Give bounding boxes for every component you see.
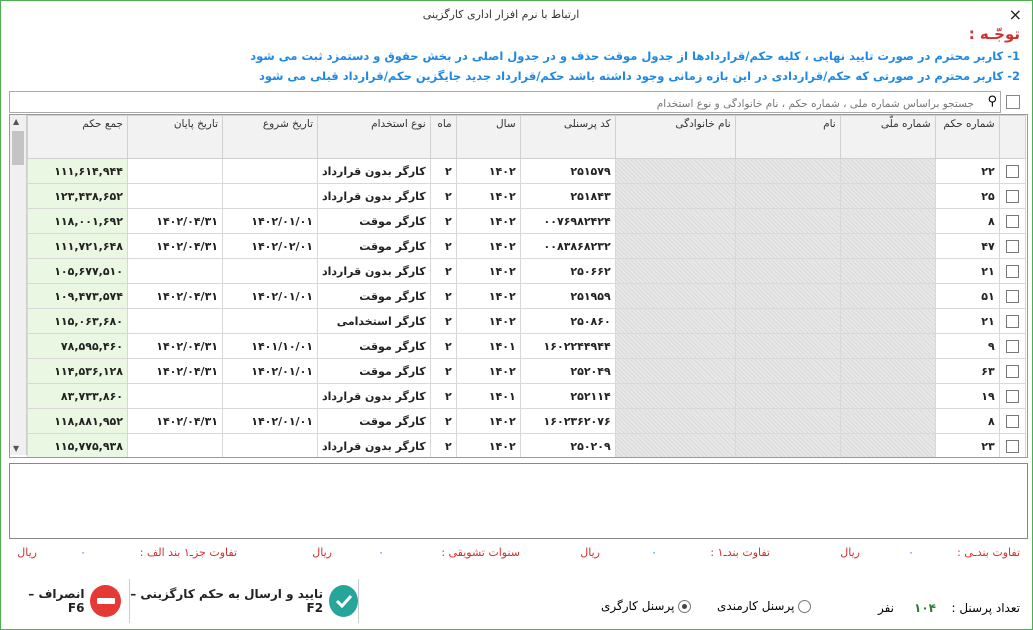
cell-year[interactable]: ۱۴۰۲ bbox=[456, 159, 520, 184]
cell-select bbox=[999, 284, 1025, 309]
cell-national-id[interactable] bbox=[840, 384, 935, 409]
cell-sum[interactable]: ۷۸,۵۹۵,۴۶۰ bbox=[28, 334, 128, 359]
cell-select bbox=[999, 409, 1025, 434]
cell-end-date[interactable] bbox=[128, 159, 223, 184]
col-personnel-code[interactable]: کد پرسنلی bbox=[520, 116, 615, 159]
table-row[interactable] bbox=[28, 159, 1026, 184]
cell-personnel-code[interactable]: ۱۶۰۲۳۶۲۰۷۶ bbox=[520, 409, 615, 434]
table-row[interactable] bbox=[28, 409, 1026, 434]
cell-name[interactable] bbox=[735, 284, 840, 309]
cell-name[interactable] bbox=[735, 359, 840, 384]
cell-sum[interactable]: ۱۰۵,۶۷۷,۵۱۰ bbox=[28, 259, 128, 284]
cell-start-date[interactable]: ۱۴۰۲/۰۱/۰۱ bbox=[223, 209, 318, 234]
records-grid bbox=[9, 114, 1028, 458]
row-checkbox[interactable] bbox=[1006, 390, 1019, 403]
diff-partial-value: ۰ bbox=[80, 546, 86, 559]
cell-family-name[interactable] bbox=[615, 359, 735, 384]
cell-start-date[interactable]: ۱۴۰۲/۰۱/۰۱ bbox=[223, 359, 318, 384]
cell-name[interactable] bbox=[735, 434, 840, 459]
cell-personnel-code[interactable]: ۲۵۱۵۷۹ bbox=[520, 159, 615, 184]
cell-start-date[interactable]: ۱۴۰۲/۰۱/۰۱ bbox=[223, 284, 318, 309]
cell-name[interactable] bbox=[735, 334, 840, 359]
notice-line-2: 2- کاربر محترم در صورتی که حکم/قراردادی در این بازه زمانی وجود داشته باشد حکم/قرارداد جدید جایگزین حکم/قرارداد قبلی می شود bbox=[258, 69, 1020, 83]
cell-employment-type[interactable]: کارگر بدون قرارداد bbox=[318, 184, 431, 209]
cell-year[interactable]: ۱۴۰۲ bbox=[456, 409, 520, 434]
notice-line-1: 1- کاربر محترم در صورت تایید نهایی ، کلیه حکم/قراردادها از جدول موقت حذف و در جدول اصلی در بخش حقوق و دستمزد ثبت می شود bbox=[250, 49, 1020, 63]
cell-national-id[interactable] bbox=[840, 284, 935, 309]
cell-employment-type[interactable]: کارگر موقت bbox=[318, 359, 431, 384]
cell-select bbox=[999, 209, 1025, 234]
cell-family-name[interactable] bbox=[615, 234, 735, 259]
cell-employment-type[interactable]: کارگر موقت bbox=[318, 234, 431, 259]
cell-year[interactable]: ۱۴۰۲ bbox=[456, 234, 520, 259]
diff-band-s-currency: ریال bbox=[840, 546, 860, 559]
cell-month[interactable]: ۲ bbox=[430, 359, 456, 384]
cell-name[interactable] bbox=[735, 159, 840, 184]
cell-employment-type[interactable]: کارگر موقت bbox=[318, 334, 431, 359]
cell-family-name[interactable] bbox=[615, 209, 735, 234]
row-checkbox[interactable] bbox=[1006, 415, 1019, 428]
cell-sum[interactable]: ۱۱۱,۷۲۱,۶۴۸ bbox=[28, 234, 128, 259]
cell-personnel-code[interactable]: ۰۰۸۳۸۶۸۲۳۲ bbox=[520, 234, 615, 259]
cell-year[interactable]: ۱۴۰۱ bbox=[456, 334, 520, 359]
cell-employment-type[interactable]: کارگر استخدامی bbox=[318, 309, 431, 334]
cell-sum[interactable]: ۱۱۱,۶۱۴,۹۴۴ bbox=[28, 159, 128, 184]
table-row[interactable] bbox=[28, 234, 1026, 259]
confirm-send-button[interactable] bbox=[129, 579, 359, 623]
cell-national-id[interactable] bbox=[840, 209, 935, 234]
col-national-id[interactable]: شماره ملّی bbox=[840, 116, 935, 159]
table-row[interactable] bbox=[28, 334, 1026, 359]
cell-start-date[interactable]: ۱۴۰۱/۱۰/۰۱ bbox=[223, 334, 318, 359]
diff-band-s-value: ۰ bbox=[908, 546, 914, 559]
cell-family-name[interactable] bbox=[615, 334, 735, 359]
diff-band-s-label: تفاوت بندـی : bbox=[957, 546, 1020, 559]
col-select bbox=[999, 116, 1025, 159]
personnel-count-unit: نفر bbox=[877, 601, 894, 615]
cell-employment-type[interactable]: کارگر موقت bbox=[318, 209, 431, 234]
cell-select bbox=[999, 359, 1025, 384]
col-start-date[interactable]: تاریخ شروع bbox=[223, 116, 318, 159]
cell-sum[interactable]: ۱۱۸,۰۰۱,۶۹۲ bbox=[28, 209, 128, 234]
cell-decree-number[interactable]: ۲۱ bbox=[935, 259, 999, 284]
bonus-value: ۰ bbox=[378, 546, 384, 559]
cell-personnel-code[interactable]: ۲۵۱۸۴۳ bbox=[520, 184, 615, 209]
cell-national-id[interactable] bbox=[840, 234, 935, 259]
cell-employment-type[interactable]: کارگر بدون قرارداد bbox=[318, 434, 431, 459]
cell-family-name[interactable] bbox=[615, 434, 735, 459]
cell-end-date[interactable] bbox=[128, 184, 223, 209]
cell-national-id[interactable] bbox=[840, 334, 935, 359]
checkmark-icon bbox=[329, 585, 358, 617]
cell-national-id[interactable] bbox=[840, 359, 935, 384]
cell-year[interactable]: ۱۴۰۲ bbox=[456, 309, 520, 334]
cell-national-id[interactable] bbox=[840, 309, 935, 334]
cell-personnel-code[interactable]: ۱۶۰۲۲۴۴۹۴۴ bbox=[520, 334, 615, 359]
table-row[interactable] bbox=[28, 259, 1026, 284]
cell-start-date[interactable] bbox=[223, 259, 318, 284]
cell-year[interactable]: ۱۴۰۲ bbox=[456, 184, 520, 209]
cell-month[interactable]: ۲ bbox=[430, 309, 456, 334]
cell-select bbox=[999, 259, 1025, 284]
cell-employment-type[interactable]: کارگر بدون قرارداد bbox=[318, 159, 431, 184]
title-bar bbox=[1, 1, 1032, 31]
vertical-scrollbar[interactable] bbox=[10, 115, 27, 455]
cell-select bbox=[999, 334, 1025, 359]
col-employment-type[interactable]: نوع استخدام bbox=[318, 116, 431, 159]
cell-name[interactable] bbox=[735, 384, 840, 409]
cell-personnel-code[interactable]: ۰۰۷۶۹۸۲۴۲۴ bbox=[520, 209, 615, 234]
cell-family-name[interactable] bbox=[615, 184, 735, 209]
cell-select bbox=[999, 309, 1025, 334]
col-month[interactable]: ماه bbox=[430, 116, 456, 159]
table-row[interactable] bbox=[28, 384, 1026, 409]
cell-name[interactable] bbox=[735, 309, 840, 334]
cell-name[interactable] bbox=[735, 259, 840, 284]
cell-national-id[interactable] bbox=[840, 434, 935, 459]
col-decree-number[interactable]: شماره حکم bbox=[935, 116, 999, 159]
cell-personnel-code[interactable]: ۲۵۲۱۱۴ bbox=[520, 384, 615, 409]
radio-employee[interactable] bbox=[717, 599, 811, 613]
cell-family-name[interactable] bbox=[615, 309, 735, 334]
radio-worker-label: پرسنل کارگری bbox=[601, 599, 675, 613]
cell-select bbox=[999, 159, 1025, 184]
row-checkbox[interactable] bbox=[1006, 290, 1019, 303]
cell-personnel-code[interactable]: ۲۵۱۹۵۹ bbox=[520, 284, 615, 309]
cell-end-date[interactable] bbox=[128, 309, 223, 334]
cell-month[interactable]: ۲ bbox=[430, 409, 456, 434]
cell-decree-number[interactable]: ۵۱ bbox=[935, 284, 999, 309]
search-icon: ⚲ bbox=[987, 94, 997, 109]
row-checkbox[interactable] bbox=[1006, 215, 1019, 228]
cell-employment-type[interactable]: کارگر بدون قرارداد bbox=[318, 384, 431, 409]
cell-decree-number[interactable]: ۹ bbox=[935, 334, 999, 359]
cell-name[interactable] bbox=[735, 234, 840, 259]
row-checkbox[interactable] bbox=[1006, 165, 1019, 178]
col-sum[interactable]: جمع حکم bbox=[28, 116, 128, 159]
cell-decree-number[interactable]: ۲۲ bbox=[935, 159, 999, 184]
cell-end-date[interactable]: ۱۴۰۲/۰۴/۳۱ bbox=[128, 209, 223, 234]
window-title: ارتباط با نرم افزار اداری کارگزینی bbox=[422, 8, 580, 21]
cell-sum[interactable]: ۱۱۵,۰۶۳,۶۸۰ bbox=[28, 309, 128, 334]
row-checkbox[interactable] bbox=[1006, 315, 1019, 328]
bonus-currency: ریال bbox=[312, 546, 332, 559]
cell-name[interactable] bbox=[735, 184, 840, 209]
cell-decree-number[interactable]: ۸ bbox=[935, 209, 999, 234]
cell-sum[interactable]: ۱۱۵,۷۷۵,۹۳۸ bbox=[28, 434, 128, 459]
radio-employee-label: پرسنل کارمندی bbox=[717, 599, 795, 613]
cell-personnel-code[interactable]: ۲۵۰۸۶۰ bbox=[520, 309, 615, 334]
cell-start-date[interactable]: ۱۴۰۲/۰۲/۰۱ bbox=[223, 234, 318, 259]
cell-select bbox=[999, 384, 1025, 409]
cell-month[interactable]: ۲ bbox=[430, 159, 456, 184]
scroll-thumb[interactable] bbox=[12, 131, 24, 165]
cell-sum[interactable]: ۱۱۸,۸۸۱,۹۵۲ bbox=[28, 409, 128, 434]
search-input[interactable] bbox=[10, 95, 998, 113]
personnel-count-label: تعداد پرسنل : bbox=[951, 601, 1020, 615]
cell-month[interactable]: ۲ bbox=[430, 384, 456, 409]
cell-decree-number[interactable]: ۸ bbox=[935, 409, 999, 434]
cell-personnel-code[interactable]: ۲۵۲۰۴۹ bbox=[520, 359, 615, 384]
cell-select bbox=[999, 184, 1025, 209]
cell-end-date[interactable]: ۱۴۰۲/۰۴/۳۱ bbox=[128, 409, 223, 434]
search-box bbox=[9, 91, 1001, 113]
diff-partial-currency: ریال bbox=[17, 546, 37, 559]
cell-decree-number[interactable]: ۴۷ bbox=[935, 234, 999, 259]
close-icon[interactable]: × bbox=[1008, 5, 1022, 24]
cell-national-id[interactable] bbox=[840, 159, 935, 184]
cell-year[interactable]: ۱۴۰۱ bbox=[456, 384, 520, 409]
table-row[interactable] bbox=[28, 184, 1026, 209]
cell-national-id[interactable] bbox=[840, 409, 935, 434]
cell-month[interactable]: ۲ bbox=[430, 284, 456, 309]
cell-start-date[interactable] bbox=[223, 159, 318, 184]
cell-end-date[interactable]: ۱۴۰۲/۰۴/۳۱ bbox=[128, 234, 223, 259]
cell-decree-number[interactable]: ۲۳ bbox=[935, 434, 999, 459]
confirm-button-label: تایید و ارسال به حکم کارگزینی – F2 bbox=[130, 587, 324, 615]
col-end-date[interactable]: تاریخ پایان bbox=[128, 116, 223, 159]
cell-national-id[interactable] bbox=[840, 259, 935, 284]
cancel-button-label: انصراف – F6 bbox=[28, 587, 85, 615]
cell-month[interactable]: ۲ bbox=[430, 434, 456, 459]
cell-personnel-code[interactable]: ۲۵۰۲۰۹ bbox=[520, 434, 615, 459]
cell-month[interactable]: ۲ bbox=[430, 259, 456, 284]
cell-sum[interactable]: ۱۱۴,۵۳۶,۱۲۸ bbox=[28, 359, 128, 384]
cell-start-date[interactable]: ۱۴۰۲/۰۱/۰۱ bbox=[223, 409, 318, 434]
cell-personnel-code[interactable]: ۲۵۰۶۶۲ bbox=[520, 259, 615, 284]
records-table bbox=[27, 115, 1026, 458]
bonus-label: سنوات تشویقی : bbox=[441, 546, 520, 559]
cell-decree-number[interactable]: ۶۳ bbox=[935, 359, 999, 384]
cell-end-date[interactable]: ۱۴۰۲/۰۴/۳۱ bbox=[128, 334, 223, 359]
row-checkbox[interactable] bbox=[1006, 190, 1019, 203]
scroll-down-icon[interactable]: ▼ bbox=[13, 444, 20, 453]
radio-employee-dot[interactable] bbox=[798, 600, 811, 613]
row-checkbox[interactable] bbox=[1006, 365, 1019, 378]
cell-national-id[interactable] bbox=[840, 184, 935, 209]
cell-end-date[interactable]: ۱۴۰۲/۰۴/۳۱ bbox=[128, 359, 223, 384]
diff-band1-label: تفاوت بندـ۱ : bbox=[710, 546, 770, 559]
cell-select bbox=[999, 234, 1025, 259]
table-row[interactable] bbox=[28, 309, 1026, 334]
cell-decree-number[interactable]: ۲۵ bbox=[935, 184, 999, 209]
cell-start-date[interactable] bbox=[223, 309, 318, 334]
cell-month[interactable]: ۲ bbox=[430, 184, 456, 209]
cell-month[interactable]: ۲ bbox=[430, 234, 456, 259]
cell-start-date[interactable] bbox=[223, 434, 318, 459]
description-area[interactable] bbox=[9, 463, 1028, 539]
cell-year[interactable]: ۱۴۰۲ bbox=[456, 259, 520, 284]
cell-family-name[interactable] bbox=[615, 159, 735, 184]
cell-month[interactable]: ۲ bbox=[430, 209, 456, 234]
cell-employment-type[interactable]: کارگر بدون قرارداد bbox=[318, 259, 431, 284]
notice-title: توجّـه : bbox=[968, 25, 1020, 43]
table-row[interactable] bbox=[28, 209, 1026, 234]
row-checkbox[interactable] bbox=[1006, 240, 1019, 253]
cell-decree-number[interactable]: ۱۹ bbox=[935, 384, 999, 409]
cell-sum[interactable]: ۱۲۳,۴۳۸,۶۵۲ bbox=[28, 184, 128, 209]
table-row[interactable] bbox=[28, 284, 1026, 309]
col-name[interactable]: نام bbox=[735, 116, 840, 159]
cell-start-date[interactable] bbox=[223, 384, 318, 409]
cell-year[interactable]: ۱۴۰۲ bbox=[456, 209, 520, 234]
cell-year[interactable]: ۱۴۰۲ bbox=[456, 284, 520, 309]
diff-partial-label: تفاوت جزـ۱ بند الف : bbox=[139, 546, 237, 559]
row-checkbox[interactable] bbox=[1006, 340, 1019, 353]
cell-end-date[interactable] bbox=[128, 259, 223, 284]
cell-month[interactable]: ۲ bbox=[430, 334, 456, 359]
cell-decree-number[interactable]: ۲۱ bbox=[935, 309, 999, 334]
cell-family-name[interactable] bbox=[615, 409, 735, 434]
cell-year[interactable]: ۱۴۰۲ bbox=[456, 359, 520, 384]
table-header bbox=[28, 116, 1026, 159]
cell-sum[interactable]: ۸۳,۷۳۳,۸۶۰ bbox=[28, 384, 128, 409]
row-checkbox[interactable] bbox=[1006, 265, 1019, 278]
cell-name[interactable] bbox=[735, 209, 840, 234]
cell-year[interactable]: ۱۴۰۲ bbox=[456, 434, 520, 459]
cell-family-name[interactable] bbox=[615, 284, 735, 309]
diff-band1-currency: ریال bbox=[580, 546, 600, 559]
cell-sum[interactable]: ۱۰۹,۴۷۳,۵۷۴ bbox=[28, 284, 128, 309]
col-year[interactable]: سال bbox=[456, 116, 520, 159]
personnel-count-value: ۱۰۴ bbox=[914, 601, 936, 615]
row-checkbox[interactable] bbox=[1006, 440, 1019, 453]
diff-band1-value: ۰ bbox=[651, 546, 657, 559]
cell-employment-type[interactable]: کارگر موقت bbox=[318, 284, 431, 309]
cell-end-date[interactable] bbox=[128, 384, 223, 409]
radio-worker-dot[interactable] bbox=[678, 600, 691, 613]
table-row[interactable] bbox=[28, 359, 1026, 384]
select-all-checkbox[interactable] bbox=[1006, 95, 1020, 109]
cell-employment-type[interactable]: کارگر موقت bbox=[318, 409, 431, 434]
radio-worker[interactable] bbox=[601, 599, 691, 613]
cell-select bbox=[999, 434, 1025, 459]
scroll-up-icon[interactable]: ▲ bbox=[13, 117, 20, 126]
cancel-icon bbox=[90, 585, 121, 617]
cell-start-date[interactable] bbox=[223, 184, 318, 209]
cell-name[interactable] bbox=[735, 409, 840, 434]
cell-family-name[interactable] bbox=[615, 384, 735, 409]
cancel-button[interactable] bbox=[11, 579, 121, 623]
cell-family-name[interactable] bbox=[615, 259, 735, 284]
cell-end-date[interactable] bbox=[128, 434, 223, 459]
table-row[interactable] bbox=[28, 434, 1026, 459]
col-family-name[interactable]: نام خانوادگی bbox=[615, 116, 735, 159]
cell-end-date[interactable]: ۱۴۰۲/۰۴/۳۱ bbox=[128, 284, 223, 309]
